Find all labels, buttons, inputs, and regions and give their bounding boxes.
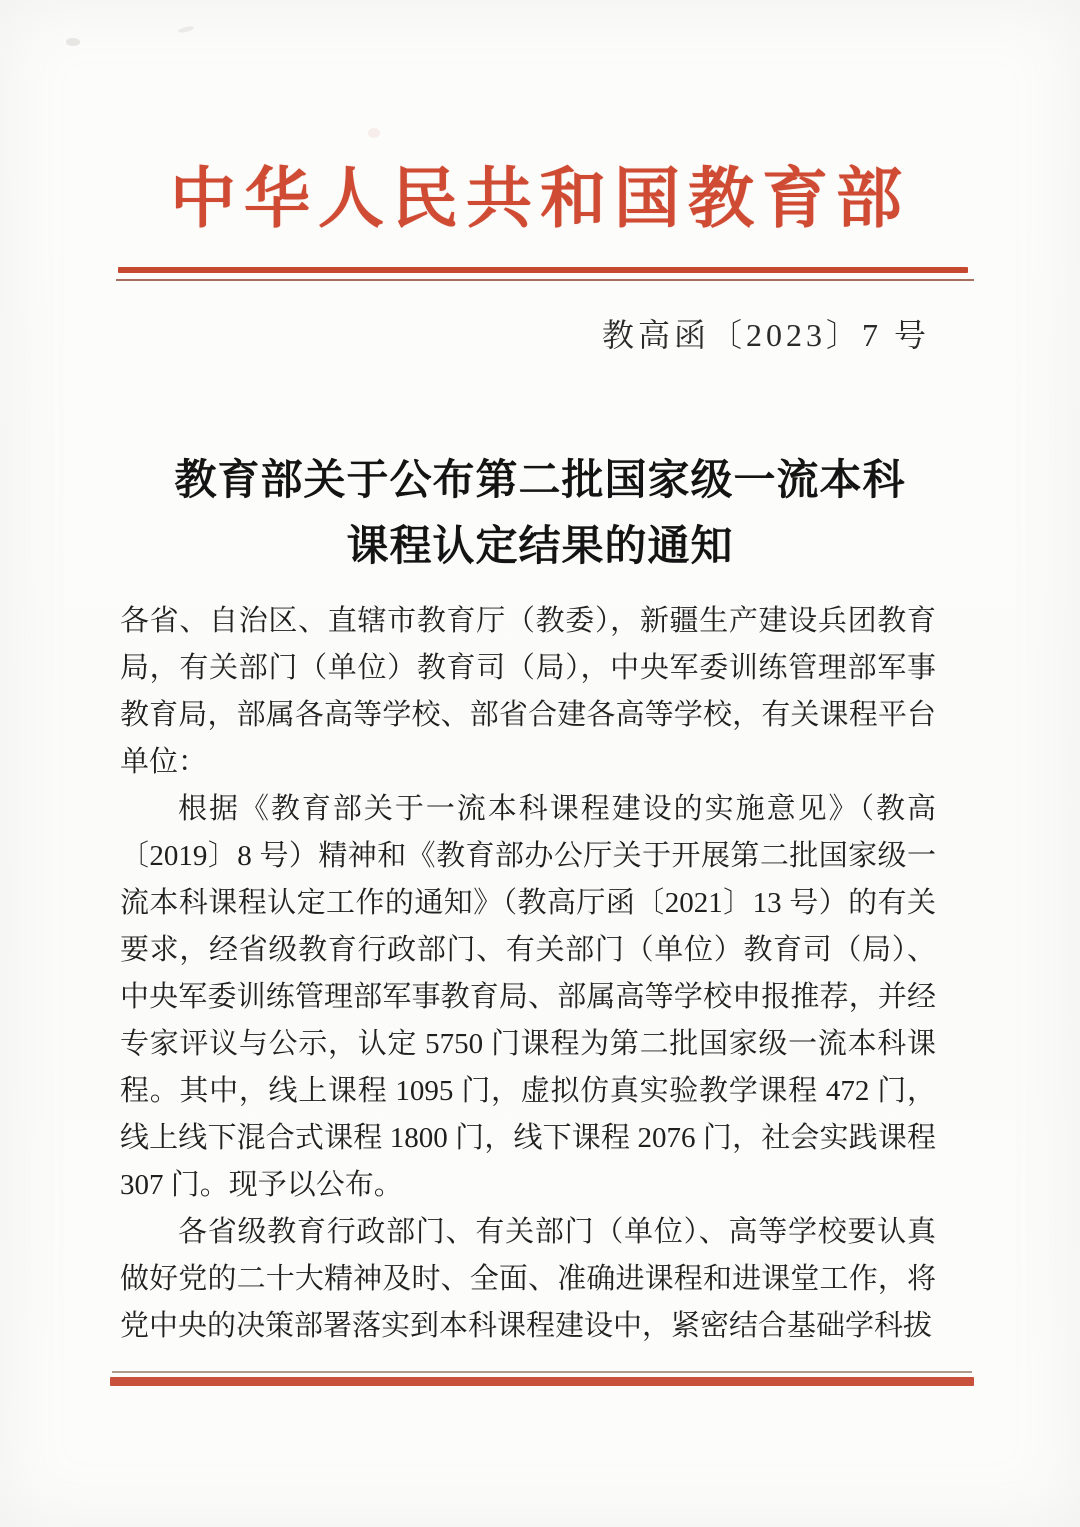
letterhead-divider-thin [116, 279, 974, 281]
body-paragraph-1: 根据《教育部关于一流本科课程建设的实施意见》（教高〔2019〕8 号）精神和《教育部办公厅关于开展第二批国家级一流本科课程认定工作的通知》（教高厅函〔2021〕13 号）的有关要求，经省级教育行政部门、有关部门（单位）教育司（局）、中央军委训练管理部军事教育局、部属高等学校申报推荐，并经专家评议与公示，认定 5750 门课程为第二批国家级一流本科课程。其中，线上课程 1095 门，虚拟仿真实验教学课程 472 门，线上线下混合式课程 1800 门，线下课程 2076 门，社会实践课程 307 门。现予以公布。 [120, 793, 936, 1201]
footer-divider-thick [110, 1377, 974, 1386]
document-title [0, 447, 1080, 579]
document-title-line2: 课程认定结果的通知 [346, 522, 734, 569]
scan-artifact [66, 38, 80, 46]
letterhead-divider-thick [118, 267, 968, 273]
document-title-line1: 教育部关于公布第二批国家级一流本科 [174, 456, 906, 503]
footer-divider-thin [112, 1371, 972, 1373]
scan-artifact [178, 25, 195, 34]
ministry-letterhead: 中华人民共和国教育部 [170, 163, 910, 236]
document-body [120, 598, 936, 1350]
document-number: 教高函〔2023〕7 号 [601, 317, 930, 353]
body-paragraph-2: 各省级教育行政部门、有关部门（单位）、高等学校要认真做好党的二十大精神及时、全面、准确进课程和进课堂工作，将党中央的决策部署落实到本科课程建设中，紧密结合基础学科拔 [120, 1216, 936, 1342]
scan-artifact [368, 128, 380, 138]
addressee-paragraph: 各省、自治区、直辖市教育厅（教委），新疆生产建设兵团教育局，有关部门（单位）教育司（局），中央军委训练管理部军事教育局，部属各高等学校、部省合建各高等学校，有关课程平台单位： [120, 605, 936, 778]
